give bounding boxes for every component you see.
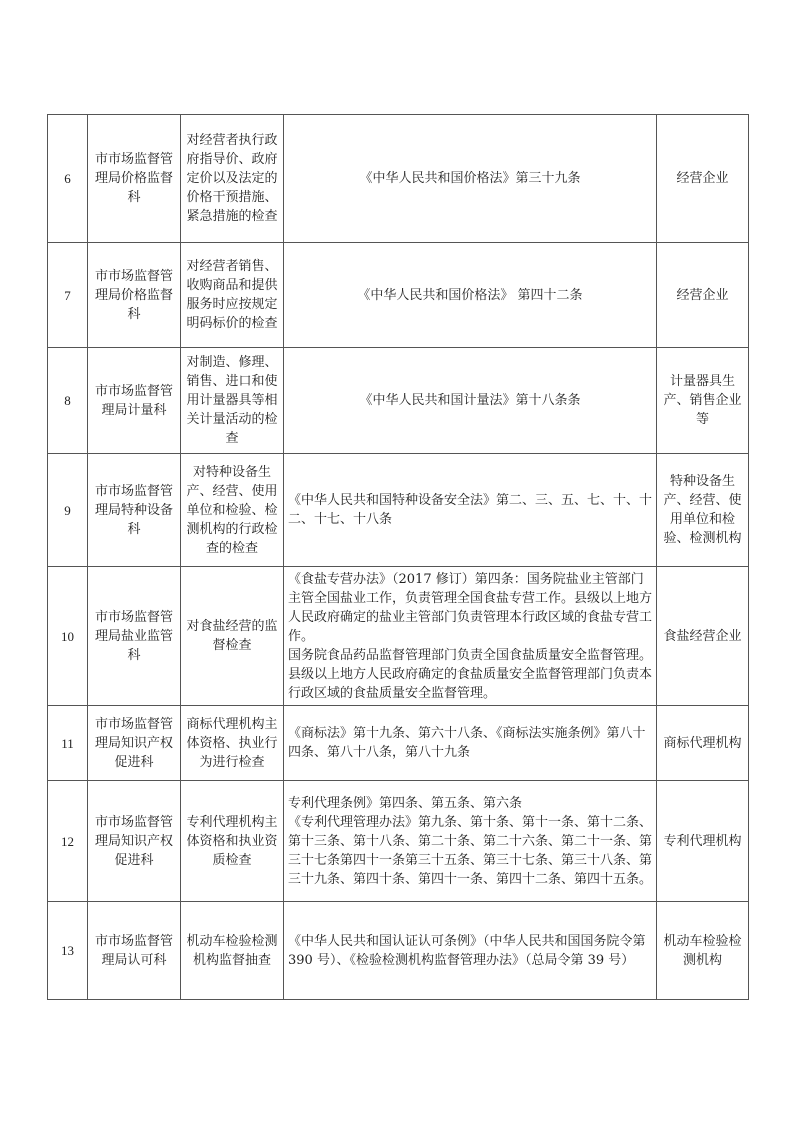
legal-basis-text: 《食盐专营办法》（2017 修订）第四条：国务院盐业主管部门主管全国盐业工作，负责管理全国食盐专营工作。县级以上地方人民政府确定的盐业主管部门负责管理本行政区域的食盐专营工作。: [288, 571, 653, 644]
department-cell: 市市场监督管理局计量科: [88, 348, 181, 454]
legal-basis-cell: [284, 243, 657, 348]
legal-basis-cell: [284, 706, 657, 781]
row-number: 11: [48, 706, 88, 781]
legal-basis-text: 《中华人民共和国计量法》第十八条条: [359, 393, 581, 408]
row-number: 7: [48, 243, 88, 348]
inspection-object-cell: 食盐经营企业: [657, 567, 749, 706]
inspection-object-cell: 特种设备生产、经营、使用单位和检验、检测机构: [657, 454, 749, 567]
department-cell: 市市场监督管理局价格监督科: [88, 243, 181, 348]
legal-basis-text: 《中华人民共和国价格法》 第四十二条: [357, 287, 583, 303]
department-cell: 市市场监督管理局价格监督科: [88, 115, 181, 243]
legal-basis-text: 《商标法》第十九条、第六十八条、《商标法实施条例》第八十四条、第八十八条，第八十九条: [288, 726, 646, 760]
row-number: 6: [48, 115, 88, 243]
legal-basis-text: 《中华人民共和国特种设备安全法》第二、三、五、七、十、十二、十七、十八条: [288, 493, 653, 527]
legal-basis-text: 国务院食品药品监督管理部门负责全国食盐质量安全监督管理。县级以上地方人民政府确定的食盐质量安全监督管理部门负责本行政区域的食盐质量安全监督管理。: [288, 647, 653, 701]
inspection-object-cell: 经营企业: [657, 115, 749, 243]
table-row: [48, 781, 749, 902]
legal-basis-cell: [284, 348, 657, 454]
inspection-item-cell: 对经营者执行政府指导价、政府定价以及法定的价格干预措施、紧急措施的检查: [181, 115, 284, 243]
legal-basis-text: 《中华人民共和国认证认可条例》（中华人民共和国国务院令第 390 号）、《检验检测机构监督管理办法》（总局令第 39 号）: [288, 933, 646, 968]
inspection-item-cell: 商标代理机构主体资格、执业行为进行检查: [181, 706, 284, 781]
department-cell: 市市场监督管理局盐业监管科: [88, 567, 181, 706]
table-row: [48, 348, 749, 454]
inspection-item-cell: 对制造、修理、销售、进口和使用计量器具等相关计量活动的检查: [181, 348, 284, 454]
legal-basis-cell: [284, 115, 657, 243]
legal-basis-cell: [284, 567, 657, 706]
inspection-item-cell: 专利代理机构主体资格和执业资质检查: [181, 781, 284, 902]
legal-basis-cell: [284, 781, 657, 902]
inspection-item-cell: 对食盐经营的监督检查: [181, 567, 284, 706]
department-cell: 市市场监督管理局认可科: [88, 902, 181, 1000]
table-row: [48, 243, 749, 348]
table-row: [48, 454, 749, 567]
inspection-object-cell: 计量器具生产、销售企业等: [657, 348, 749, 454]
table-row: [48, 567, 749, 706]
department-cell: 市市场监督管理局知识产权促进科: [88, 781, 181, 902]
legal-basis-text: 《专利代理管理办法》第九条、第十条、第十一条、第十二条、第十三条、第十八条、第二十条、第二十六条、第二十一条、第三十七条第四十一条第三十五条、第三十七条、第三十八条、第三十九条、第四十条、第四十一条、第四十二条、第四十五条。: [288, 814, 653, 887]
table-row: [48, 115, 749, 243]
table-row: [48, 902, 749, 1000]
table-row: [48, 706, 749, 781]
legal-basis-cell: [284, 902, 657, 1000]
inspection-item-cell: 对特种设备生产、经营、使用单位和检验、检测机构的行政检查的检查: [181, 454, 284, 567]
inspection-item-cell: 机动车检验检测机构监督抽查: [181, 902, 284, 1000]
row-number: 13: [48, 902, 88, 1000]
legal-basis-cell: [284, 454, 657, 567]
legal-basis-text: 专利代理条例》第四条、第五条、第六条: [288, 795, 523, 811]
row-number: 9: [48, 454, 88, 567]
inspection-object-cell: 商标代理机构: [657, 706, 749, 781]
inspection-object-cell: 机动车检验检测机构: [657, 902, 749, 1000]
department-cell: 市市场监督管理局知识产权促进科: [88, 706, 181, 781]
row-number: 12: [48, 781, 88, 902]
inspection-item-cell: 对经营者销售、收购商品和提供服务时应按规定明码标价的检查: [181, 243, 284, 348]
row-number: 10: [48, 567, 88, 706]
department-cell: 市市场监督管理局特种设备科: [88, 454, 181, 567]
legal-basis-text: 《中华人民共和国价格法》第三十九条: [359, 171, 581, 186]
row-number: 8: [48, 348, 88, 454]
inspection-object-cell: 专利代理机构: [657, 781, 749, 902]
inspection-object-cell: 经营企业: [657, 243, 749, 348]
inspection-table: [47, 114, 749, 1000]
